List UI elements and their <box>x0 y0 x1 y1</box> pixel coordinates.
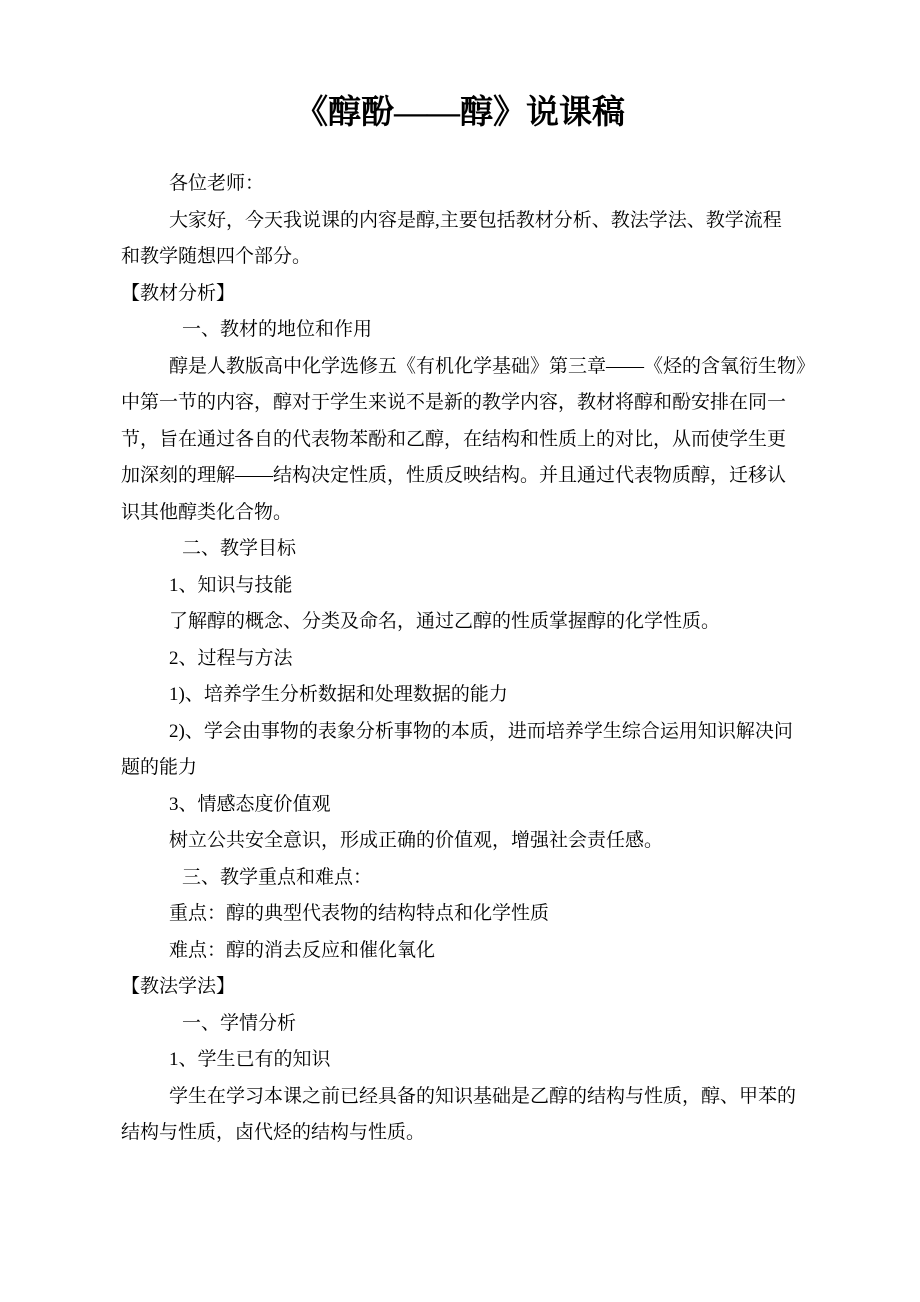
intro-line: 和教学随想四个部分。 <box>121 246 312 267</box>
sub-heading: 二、教学目标 <box>182 538 297 559</box>
text-line: 结构与性质，卤代烃的结构与性质。 <box>121 1122 426 1143</box>
sub-heading: 三、教学重点和难点： <box>182 866 373 888</box>
difficult-point-line: 难点：醇的消去反应和催化氧化 <box>169 939 436 961</box>
text-line: 学生在学习本课之前已经具备的知识基础是乙醇的结构与性质，醇、甲苯的 <box>169 1085 797 1107</box>
section-heading-material-analysis: 【教材分析】 <box>121 282 236 304</box>
intro-line: 大家好，今天我说课的内容是醇,主要包括教材分析、教法学法、教学流程 <box>169 209 782 231</box>
text-line: 醇是人教版高中化学选修五《有机化学基础》第三章——《烃的含氧衍生物》 <box>169 355 816 377</box>
text-line: 加深刻的理解——结构决定性质，性质反映结构。并且通过代表物质醇，迁移认 <box>121 465 787 486</box>
key-point-line: 重点：醇的典型代表物的结构特点和化学性质 <box>169 903 550 924</box>
text-line: 中第一节的内容，醇对于学生来说不是新的教学内容，教材将醇和酚安排在同一 <box>121 392 787 413</box>
numbered-item: 2、过程与方法 <box>169 647 293 669</box>
text-line: 树立公共安全意识，形成正确的价值观，增强社会责任感。 <box>169 830 664 851</box>
text-line: 识其他醇类化合物。 <box>121 501 293 523</box>
section-heading-teaching-methods: 【教法学法】 <box>121 976 236 997</box>
salutation-line: 各位老师： <box>169 173 265 194</box>
text-line: 题的能力 <box>121 757 198 778</box>
text-line: 了解醇的概念、分类及命名，通过乙醇的性质掌握醇的化学性质。 <box>169 611 721 632</box>
sub-heading: 一、学情分析 <box>182 1012 297 1034</box>
document-title: 《醇酚——醇》说课稿 <box>295 95 625 131</box>
numbered-item: 3、情感态度价值观 <box>169 793 331 815</box>
sub-heading: 一、教材的地位和作用 <box>182 319 373 340</box>
numbered-item: 1、知识与技能 <box>169 574 293 596</box>
numbered-item: 2)、学会由事物的表象分析事物的本质，进而培养学生综合运用知识解决问 <box>169 720 793 742</box>
document-body <box>121 166 816 1152</box>
numbered-item: 1)、培养学生分析数据和处理数据的能力 <box>169 684 508 705</box>
numbered-item: 1、学生已有的知识 <box>169 1049 331 1070</box>
text-line: 节，旨在通过各自的代表物苯酚和乙醇，在结构和性质上的对比，从而使学生更 <box>121 428 787 450</box>
